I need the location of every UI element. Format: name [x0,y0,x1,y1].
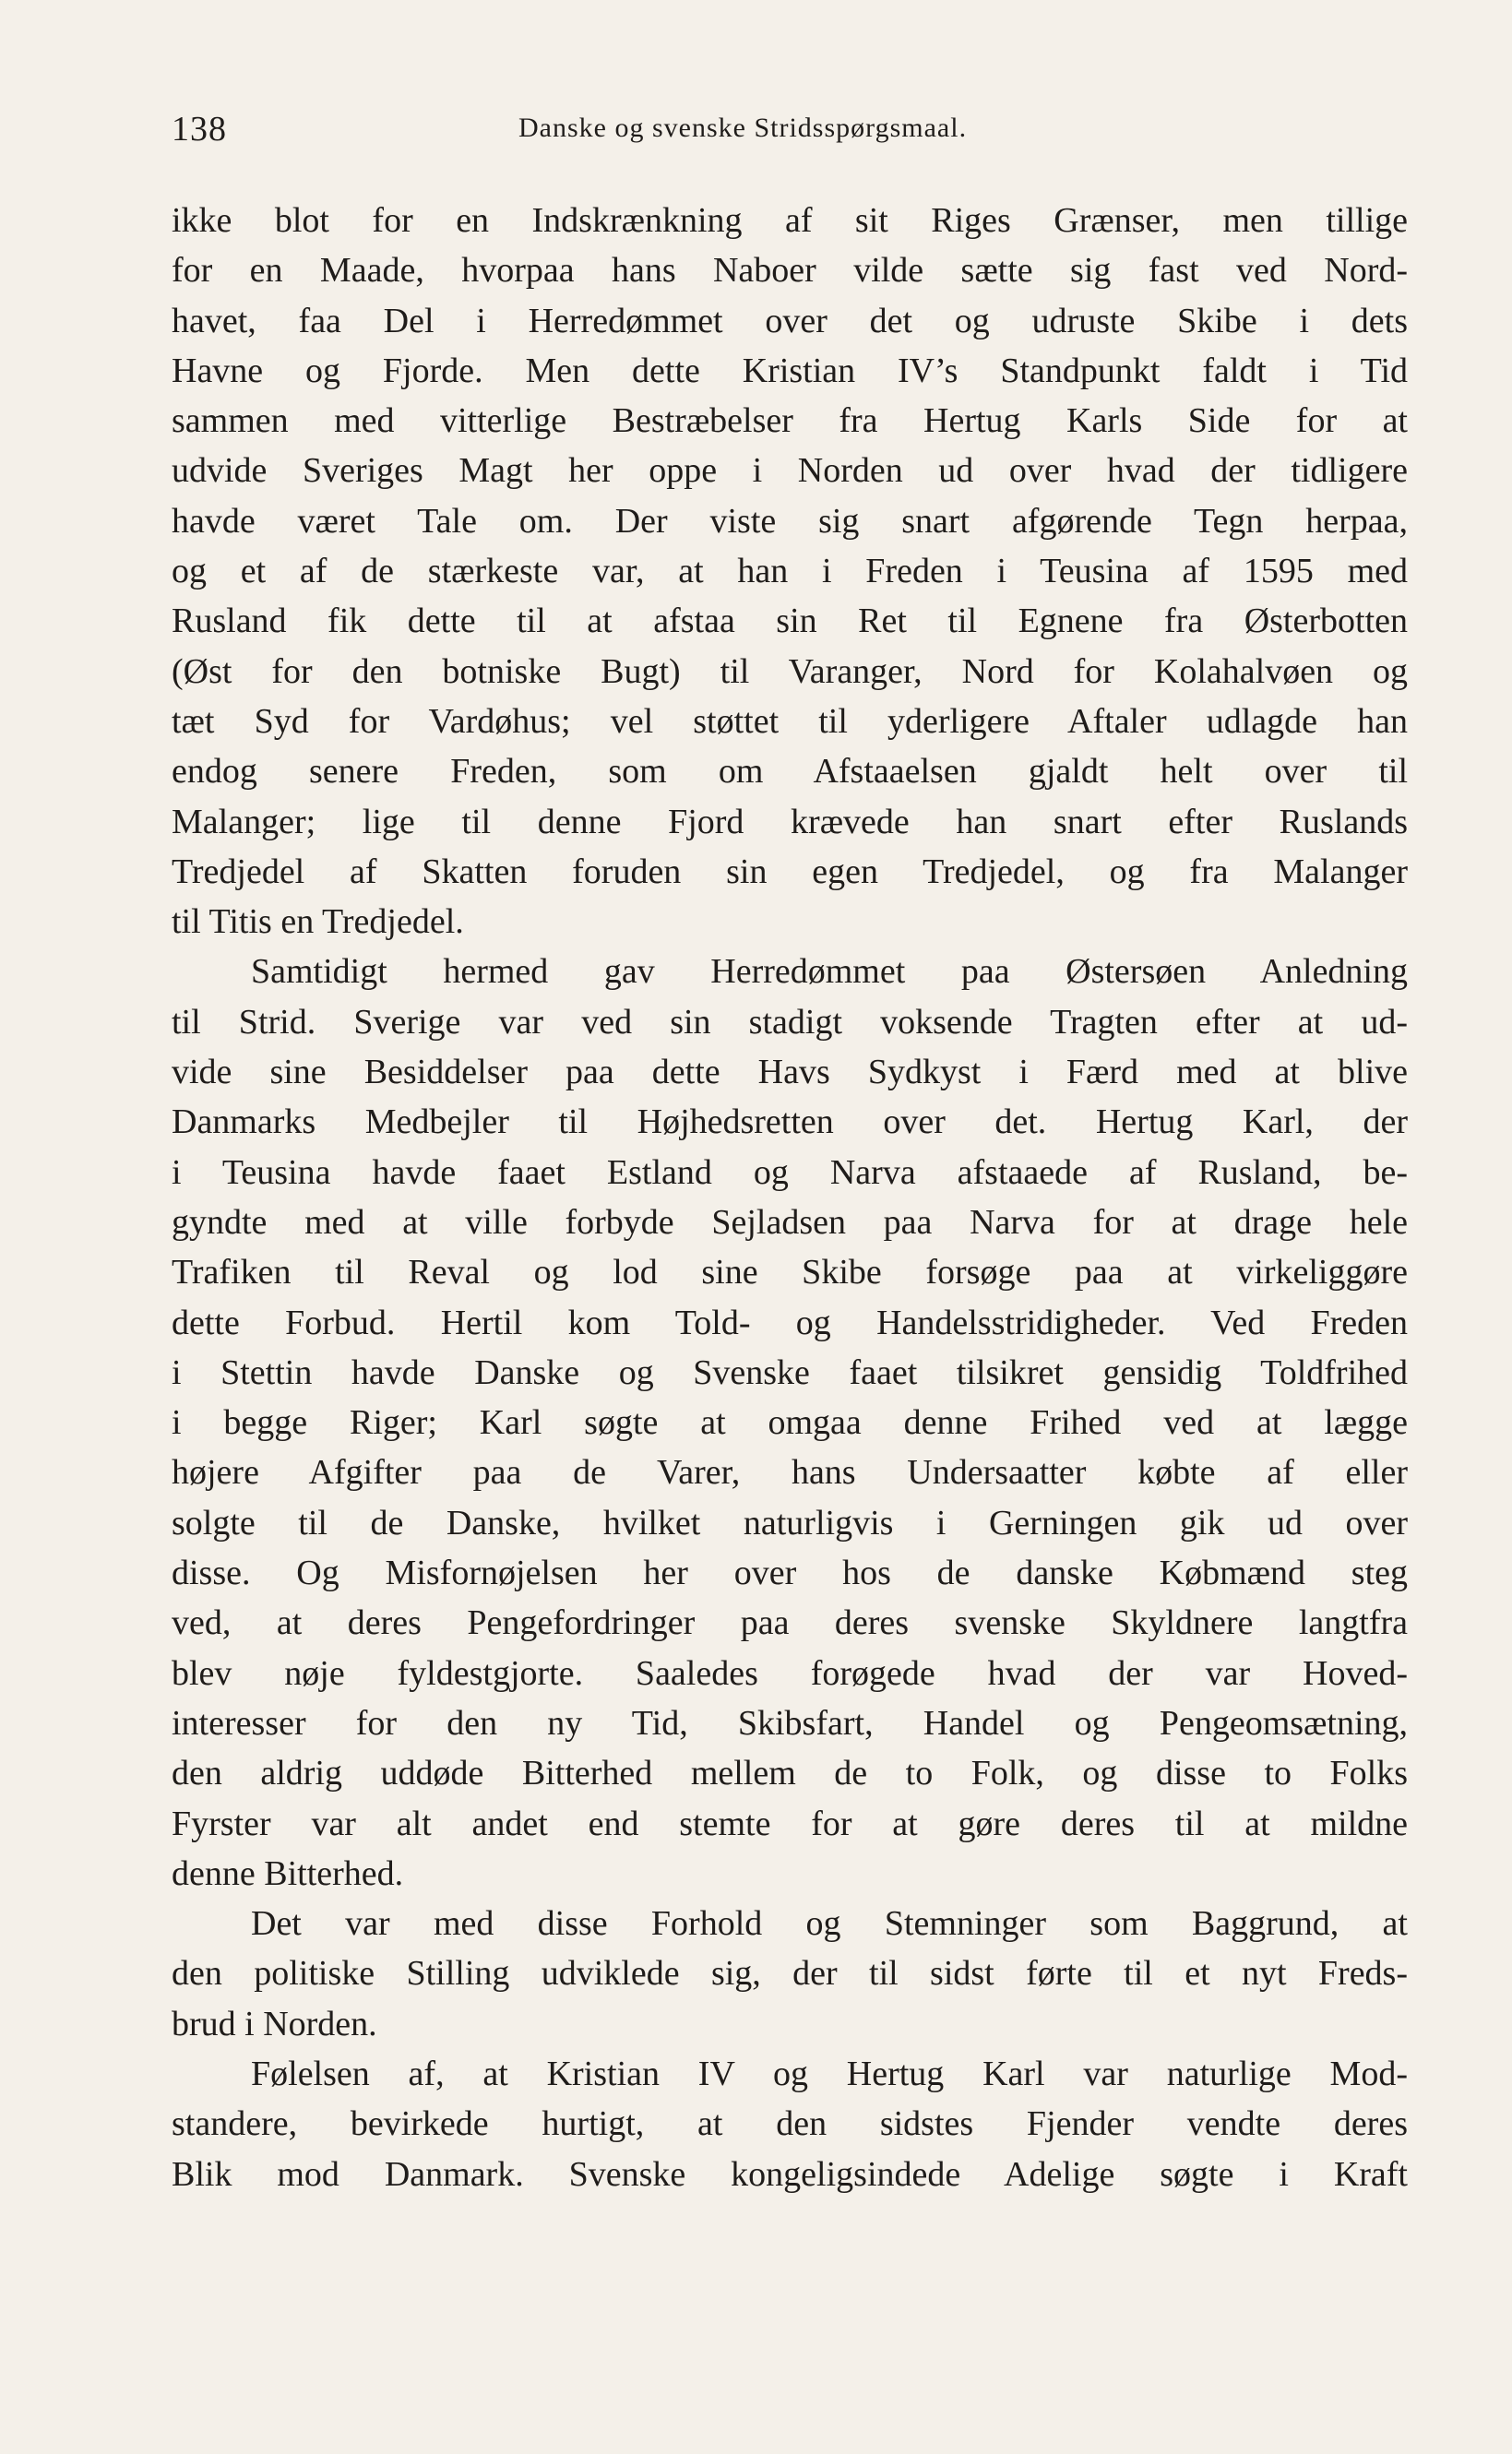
text-line: Danmarks Medbejler til Højhedsretten over det. Hertug Karl, der [172,1102,1408,1142]
text-line: ved, at deres Pengefordringer paa deres svenske Skyldnere langtfra [172,1603,1408,1643]
text-line: til Titis en Tredjedel. [172,902,464,942]
text-line: Blik mod Danmark. Svenske kongeligsindede Adelige søgte i Kraft [172,2154,1408,2194]
text-line: dette Forbud. Hertil kom Told- og Handelsstridigheder. Ved Freden [172,1303,1408,1342]
text-line: for en Maade, hvorpaa hans Naboer vilde sætte sig fast ved Nord- [172,251,1408,291]
text-line: i Stettin havde Danske og Svenske faaet tilsikret gensidig Toldfrihed [172,1352,1408,1392]
text-line: højere Afgifter paa de Varer, hans Undersaatter købte af eller [172,1453,1408,1493]
text-line: endog senere Freden, som om Afstaaelsen gjaldt helt over til [172,752,1408,792]
running-head [172,109,1408,155]
text-line: vide sine Besiddelser paa dette Havs Sydkyst i Færd med at blive [172,1053,1408,1092]
text-line: Havne og Fjorde. Men dette Kristian IV’s Standpunkt faldt i Tid [172,351,1408,390]
text-line: i Teusina havde faaet Estland og Narva afstaaede af Rusland, be- [172,1152,1408,1192]
text-line: disse. Og Misfornøjelsen her over hos de danske Købmænd steg [172,1554,1408,1593]
text-line: sammen med vitterlige Bestræbelser fra Hertug Karls Side for at [172,401,1408,441]
text-line: havde været Tale om. Der viste sig snart afgørende Tegn herpaa, [172,501,1408,541]
text-line: Følelsen af, at Kristian IV og Hertug Karl var naturlige Mod- [251,2054,1408,2093]
text-line: blev nøje fyldestgjorte. Saaledes forøgede hvad der var Hoved- [172,1653,1408,1693]
text-line: interesser for den ny Tid, Skibsfart, Handel og Pengeomsætning, [172,1703,1408,1743]
text-line: Rusland fik dette til at afstaa sin Ret til Egnene fra Østerbotten [172,602,1408,641]
text-line: solgte til de Danske, hvilket naturligvis i Gerningen gik ud over [172,1503,1408,1543]
text-line: tæt Syd for Vardøhus; vel støttet til yderligere Aftaler udlagde han [172,701,1408,741]
text-line: i begge Riger; Karl søgte at omgaa denne Frihed ved at lægge [172,1403,1408,1443]
text-line: (Øst for den botniske Bugt) til Varanger, Nord for Kolahalvøen og [172,651,1408,691]
text-line: Tredjedel af Skatten foruden sin egen Tredjedel, og fra Malanger [172,852,1408,891]
text-line: havet, faa Del i Herredømmet over det og udruste Skibe i dets [172,301,1408,340]
text-line: brud i Norden. [172,2004,377,2043]
text-line: denne Bitterhed. [172,1853,404,1893]
text-line: Det var med disse Forhold og Stemninger som Baggrund, at [251,1904,1408,1944]
text-line: udvide Sveriges Magt her oppe i Norden ud over hvad der tidligere [172,451,1408,491]
text-line: standere, bevirkede hurtigt, at den sidstes Fjender vendte deres [172,2104,1408,2144]
text-line: Samtidigt hermed gav Herredømmet paa Østersøen Anledning [251,952,1408,992]
text-line: den politiske Stilling udviklede sig, der til sidst førte til et nyt Freds- [172,1954,1408,1994]
text-line: Malanger; lige til denne Fjord krævede han snart efter Ruslands [172,802,1408,841]
running-title: Danske og svenske Stridsspørgsmaal. [518,113,968,143]
text-line: til Strid. Sverige var ved sin stadigt voksende Tragten efter at ud- [172,1002,1408,1042]
text-line: Fyrster var alt andet end stemte for at gøre deres til at mildne [172,1804,1408,1843]
text-line: ikke blot for en Indskrænkning af sit Riges Grænser, men tillige [172,201,1408,240]
text-line: gyndte med at ville forbyde Sejladsen paa Narva for at drage hele [172,1202,1408,1242]
text-line: Trafiken til Reval og lod sine Skibe forsøge paa at virkeliggøre [172,1253,1408,1293]
text-line: og et af de stærkeste var, at han i Freden i Teusina af 1595 med [172,552,1408,591]
text-line: den aldrig uddøde Bitterhed mellem de to Folk, og disse to Folks [172,1754,1408,1793]
page-number: 138 [172,110,227,149]
body-text [172,196,1408,2199]
